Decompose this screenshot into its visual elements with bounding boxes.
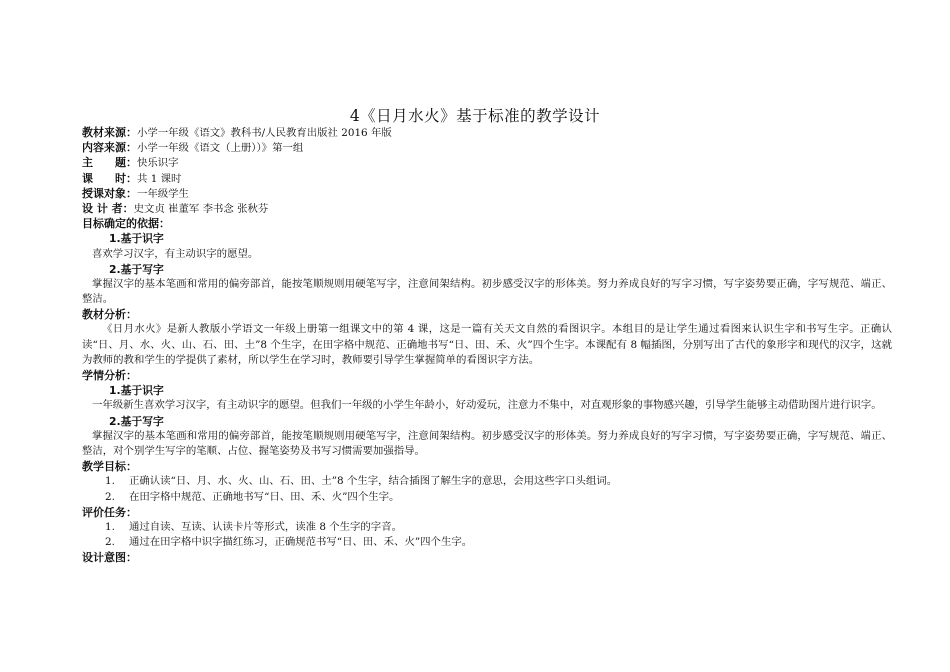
list-text: 通过自读、互读、认读卡片等形式，读准 8 个生字的字音。	[129, 521, 402, 534]
design-heading: 设计意图：	[82, 551, 137, 565]
list-number: 2.	[105, 490, 115, 503]
meta-designer-label: 设 计 者：	[82, 201, 134, 215]
meta-source-label: 教材来源：	[82, 126, 137, 139]
list-number: 1.	[105, 475, 115, 488]
meta-theme	[82, 155, 892, 170]
meta-designer-value: 史文贞 崔董军 李书念 张秋芬	[133, 202, 269, 215]
list-number: 2.	[105, 536, 115, 549]
analysis-text: 《日月水火》是新人教版小学语文一年级上册第一组课文中的第 4 课，这是一篇有关天文自然的看图识字。本组目的是让学生通过看图来认识生字和书写生字。正确认读“日、月、水、火、山、石、田、土”8 个生字，在田字格中规范、正确地书写“日、田、禾、火”四个生字。本课配有 8 幅插图，分别写出了古代的象形字和现代的汉字，这就为教师的教和学生的学提供了素材，所以学生在学习时，教师要引导学生掌握简单的看图识字方法。	[82, 323, 892, 366]
meta-theme-value: 快乐识字	[137, 157, 179, 170]
basis-sub-literacy: 1.基于识字	[109, 232, 164, 246]
meta-audience	[82, 186, 892, 201]
meta-theme-label: 主 题：	[82, 156, 137, 170]
meta-source-value: 小学一年级《语文》教科书/人民教育出版社 2016 年版	[137, 127, 392, 139]
meta-hours-value: 共 1 课时	[137, 172, 182, 185]
meta-content-value: 小学一年级《语文（上册））》第一组	[137, 142, 304, 155]
basis-writing-text: 掌握汉字的基本笔画和常用的偏旁部首，能按笔顺规则用硬笔写字，注意间架结构。初步感受汉字的形体美。努力养成良好的写字习惯，写字姿势要正确，字写规范、端正、整洁。	[82, 277, 892, 306]
meta-designer	[82, 201, 892, 216]
students-sub-writing: 2.基于写字	[109, 414, 164, 428]
students-literacy-text: 一年级新生喜欢学习汉字，有主动识字的愿望。但我们一年级的小学生年龄小，好动爱玩，注意力不集中，对直观形象的事物感兴趣，引导学生能够主动借助图片进行识字。	[92, 399, 882, 412]
basis-heading: 目标确定的依据：	[82, 217, 170, 231]
analysis-heading: 教材分析：	[82, 308, 137, 322]
students-writing-text: 掌握汉字的基本笔画和常用的偏旁部首，能按笔顺规则用硬笔写字，注意间架结构。初步感受汉字的形体美。努力养成良好的写字习惯，写字姿势要正确，字写规范、端正、整洁，对个别学生写字的笔顺、占位、握笔姿势及书写习惯需要加强指导。	[82, 429, 892, 458]
list-text: 正确认读“日、月、水、火、山、石、田、土”8 个生字，结合插图了解生字的意思，会用这些字口头组词。	[129, 475, 618, 488]
meta-content-label: 内容来源：	[82, 141, 137, 155]
meta-hours-label: 课 时：	[82, 171, 137, 185]
basis-sub-writing: 2.基于写字	[109, 262, 164, 276]
meta-content	[82, 140, 892, 155]
goals-heading: 教学目标：	[82, 460, 137, 474]
document-title: 4《日月水火》基于标准的教学设计	[349, 107, 601, 125]
tasks-heading: 评价任务：	[82, 505, 137, 519]
list-item	[82, 490, 892, 505]
meta-source	[82, 125, 892, 140]
meta-audience-label: 授课对象：	[82, 186, 137, 200]
students-heading: 学情分析：	[82, 369, 137, 383]
list-number: 1.	[105, 521, 115, 534]
meta-hours	[82, 171, 892, 186]
list-item	[82, 520, 892, 535]
basis-literacy-text: 喜欢学习汉字，有主动识字的愿望。	[92, 247, 259, 260]
list-text: 通过在田字格中识字描红练习，正确规范书写“日、田、禾、火”四个生字。	[129, 536, 473, 549]
meta-audience-value: 一年级学生	[137, 187, 189, 200]
list-item	[82, 474, 892, 489]
students-sub-literacy: 1.基于识字	[109, 384, 164, 398]
list-text: 在田字格中规范、正确地书写“日、田、禾、火”四个生字。	[129, 490, 400, 503]
list-item	[82, 535, 892, 550]
document-body	[82, 125, 892, 566]
